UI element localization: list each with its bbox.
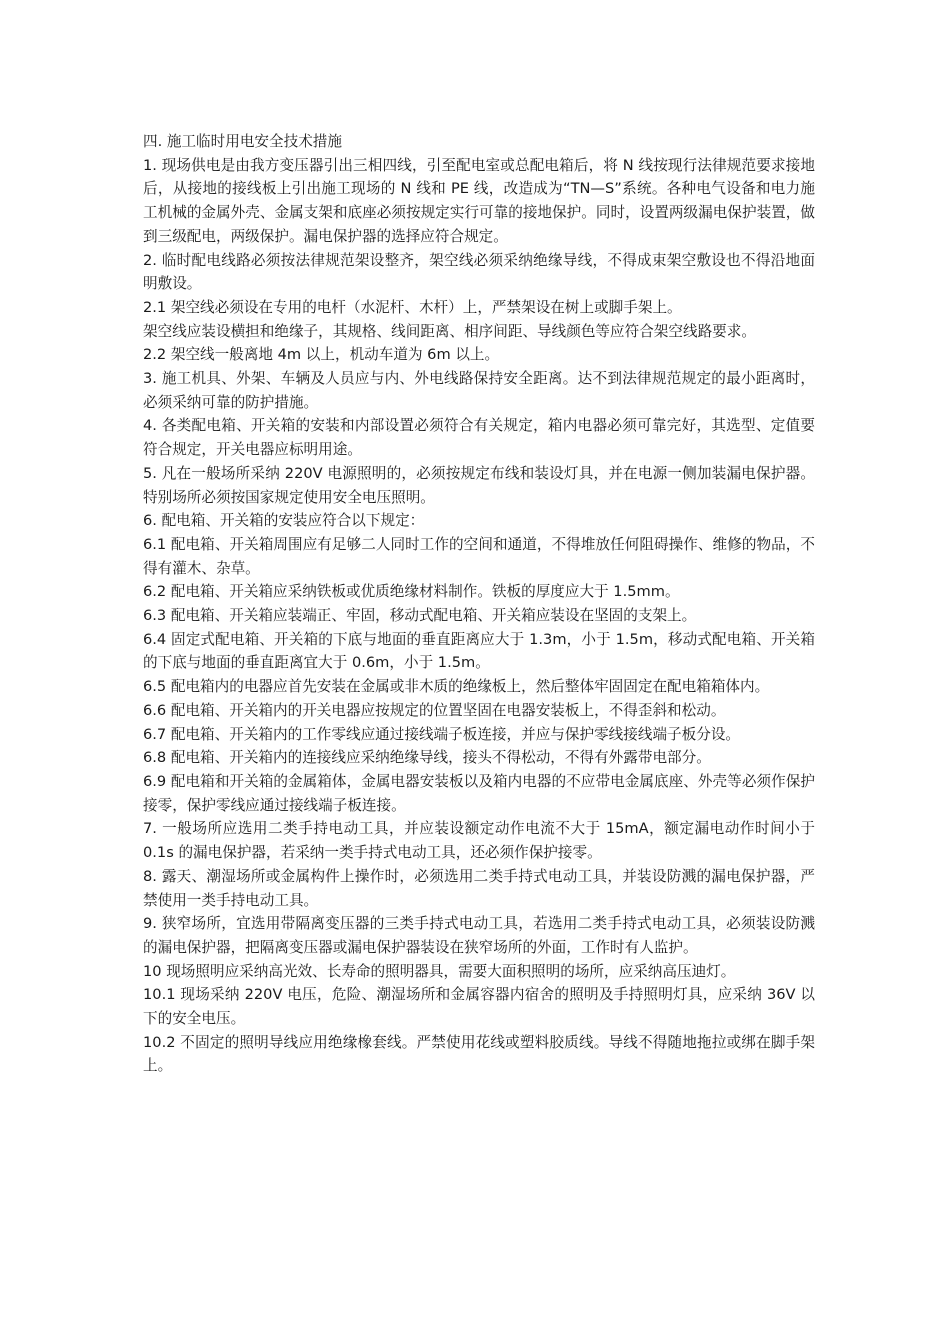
paragraph: 6. 配电箱、开关箱的安装应符合以下规定： xyxy=(143,512,425,530)
paragraph: 6.5 配电箱内的电器应首先安装在金属或非木质的绝缘板上，然后整体牢固固定在配电箱箱体内。 xyxy=(143,678,770,696)
paragraph: 6.4 固定式配电箱、开关箱的下底与地面的垂直距离应大于 1.3m，小于 1.5m，移动式配电箱、开关箱的下底与地面的垂直距离宜大于 0.6m，小于 1.5m。 xyxy=(143,630,815,672)
paragraph: 6.1 配电箱、开关箱周围应有足够二人同时工作的空间和通道，不得堆放任何阻碍操作、维修的物品，不得有灌木、杂草。 xyxy=(143,535,815,577)
paragraph: 5. 凡在一般场所采纳 220V 电源照明的，必须按规定布线和装设灯具，并在电源一侧加装漏电保护器。特别场所必须按国家规定使用安全电压照明。 xyxy=(143,464,815,506)
paragraph: 2.2 架空线一般离地 4m 以上，机动车道为 6m 以上。 xyxy=(143,346,500,364)
paragraph: 6.3 配电箱、开关箱应装端正、牢固，移动式配电箱、开关箱应装设在坚固的支架上。 xyxy=(143,607,697,625)
paragraph: 10.2 不固定的照明导线应用绝缘橡套线。严禁使用花线或塑料胶质线。导线不得随地拖拉或绑在脚手架上。 xyxy=(143,1033,815,1075)
paragraph: 6.8 配电箱、开关箱内的连接线应采纳绝缘导线，接头不得松动，不得有外露带电部分。 xyxy=(143,749,711,767)
paragraph: 6.7 配电箱、开关箱内的工作零线应通过接线端子板连接，并应与保护零线接线端子板分设。 xyxy=(143,725,741,743)
paragraph: 7. 一般场所应选用二类手持电动工具，并应装设额定动作电流不大于 15mA，额定漏电动作时间小于 0.1s 的漏电保护器，若采纳一类手持式电动工具，还必须作保护接零。 xyxy=(143,820,815,862)
paragraph: 6.2 配电箱、开关箱应采纳铁板或优质绝缘材料制作。铁板的厚度应大于 1.5mm。 xyxy=(143,583,680,601)
paragraph: 8. 露天、潮湿场所或金属构件上操作时，必须选用二类手持式电动工具，并装设防溅的漏电保护器，严禁使用一类手持电动工具。 xyxy=(143,867,815,909)
paragraph: 10.1 现场采纳 220V 电压，危险、潮湿场所和金属容器内宿舍的照明及手持照明灯具，应采纳 36V 以下的安全电压。 xyxy=(143,986,815,1028)
paragraph: 6.9 配电箱和开关箱的金属箱体，金属电器安装板以及箱内电器的不应带电金属底座、外壳等必须作保护接零，保护零线应通过接线端子板连接。 xyxy=(143,772,815,814)
paragraph: 1. 现场供电是由我方变压器引出三相四线，引至配电室或总配电箱后，将 N 线按现行法律规范要求接地后，从接地的接线板上引出施工现场的 N 线和 PE 线，改造成为“TN—S”系统。各种电气设备和电力施工机械的金属外壳、金属支架和底座必须按规定实行可靠的接地保护。同时，设置两级漏电保护装置，做到三级配电，两级保护。漏电保护器的选择应符合规定。 xyxy=(143,156,815,245)
paragraph: 2.1 架空线必须设在专用的电杆（水泥杆、木杆）上，严禁架设在树上或脚手架上。 xyxy=(143,298,682,316)
paragraph: 9. 狭窄场所，宜选用带隔离变压器的三类手持式电动工具，若选用二类手持式电动工具，必须装设防溅的漏电保护器，把隔离变压器或漏电保护器装设在狭窄场所的外面，工作时有人监护。 xyxy=(143,915,815,956)
paragraph: 4. 各类配电箱、开关箱的安装和内部设置必须符合有关规定，箱内电器必须可靠完好，其选型、定值要符合规定，开关电器应标明用途。 xyxy=(143,417,815,459)
paragraph: 3. 施工机具、外架、车辆及人员应与内、外电线路保持安全距离。达不到法律规范规定的最小距离时，必须采纳可靠的防护措施。 xyxy=(143,370,815,411)
paragraph: 2. 临时配电线路必须按法律规范架设整齐，架空线必须采纳绝缘导线，不得成束架空敷设也不得沿地面明敷设。 xyxy=(143,251,815,293)
section-title: 四. 施工临时用电安全技术措施 xyxy=(143,133,342,150)
paragraph: 架空线应装设横担和绝缘子，其规格、线间距离、相序间距、导线颜色等应符合架空线路要求。 xyxy=(143,322,756,340)
paragraph: 10 现场照明应采纳高光效、长寿命的照明器具，需要大面积照明的场所，应采纳高压迪灯。 xyxy=(143,962,736,980)
paragraph: 6.6 配电箱、开关箱内的开关电器应按规定的位置坚固在电器安装板上，不得歪斜和松动。 xyxy=(143,701,726,719)
document-body xyxy=(143,130,815,1078)
